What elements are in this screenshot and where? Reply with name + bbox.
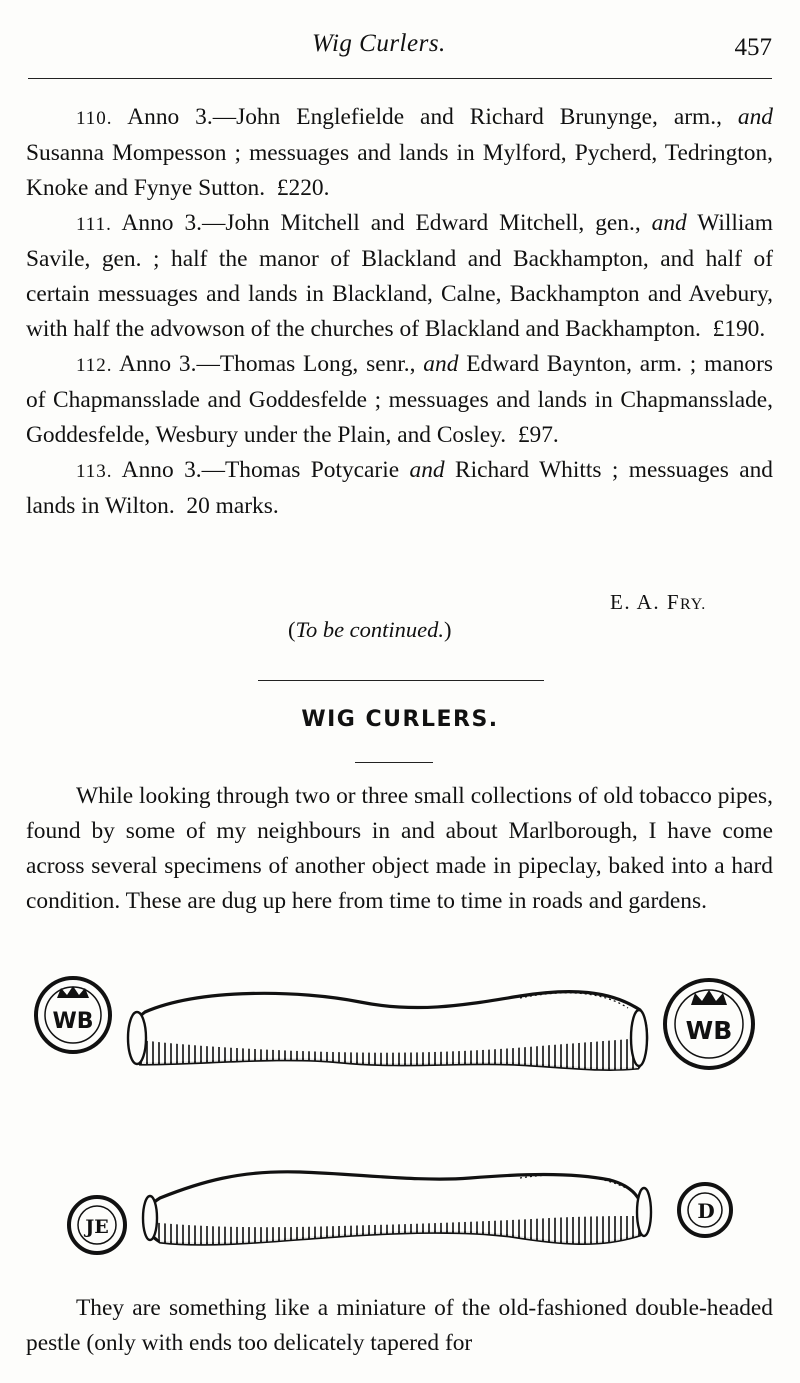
entry-parties: Thomas Potycarie [225, 457, 410, 483]
paren-open: ( [288, 617, 296, 642]
signature-smallcaps: RY. [680, 596, 707, 613]
entry-anno: Anno 3.— [121, 457, 225, 483]
entry-110 [26, 100, 773, 206]
stamp-text: WB [52, 1009, 94, 1034]
entry-parties: Thomas Long, senr., [219, 351, 424, 377]
entry-property: Edward Baynton, arm. ; manors of Chapmansslade and Goddesfelde ; messuages and lands in Chapmansslade, Goddesfelde, Wesbury under the Plain, and Cosley. [26, 351, 773, 448]
stamp-wb-crown-left [36, 978, 110, 1052]
article-heading: WIG CURLERS. [301, 707, 499, 732]
running-title: Wig Curlers. [312, 30, 446, 57]
paren-close: ) [444, 617, 452, 642]
section-separator [258, 680, 544, 681]
entry-conj: and [409, 457, 445, 483]
wig-curler-large [128, 992, 647, 1070]
entry-parties: John Mitchell and Edward Mitchell, gen., [225, 210, 652, 236]
entry-111 [26, 206, 773, 347]
entry-113 [26, 453, 773, 524]
entry-fee: 20 marks. [186, 493, 279, 519]
entry-number: 111. [76, 214, 112, 235]
entry-anno: Anno 3.— [121, 210, 226, 236]
entry-property: Richard Whitts ; messuages and lands in Wilton. [26, 457, 773, 519]
stamp-text: D [697, 1199, 715, 1223]
entry-fee: £220. [276, 175, 330, 201]
entry-number: 113. [76, 461, 113, 482]
entry-property: Susanna Mompesson ; messuages and lands in Mylford, Pycherd, Tedrington, Knoke and Fynye Sutton. [26, 140, 773, 201]
stamp-d [679, 1184, 731, 1236]
continued-text: To be continued. [295, 617, 445, 642]
heading-underline [355, 762, 433, 763]
header-rule [28, 78, 772, 79]
wig-curlers-illustration [0, 960, 800, 1280]
stamp-wb-crown-right [665, 980, 753, 1068]
entry-parties: John Englefielde and Richard Brunynge, arm., [236, 104, 738, 130]
article-body-continued [26, 1291, 773, 1361]
entry-fee: £190. [712, 316, 766, 342]
entry-number: 112. [76, 355, 113, 376]
entry-property: William Savile, gen. ; half the manor of Blackland and Backhampton, and half of certain messuages and lands in Blackland, Calne, Backhampton and Avebury, with half the advowson of the churches of Blackland and Backhampton. [26, 210, 773, 342]
stamp-text: JE [85, 1216, 109, 1238]
entry-112 [26, 347, 773, 453]
page-number: 457 [734, 34, 772, 61]
to-be-continued [288, 617, 452, 643]
stamp-je [69, 1197, 125, 1253]
stamp-text: WB [685, 1016, 733, 1045]
entry-number: 110. [76, 108, 113, 129]
entry-conj: and [737, 104, 773, 130]
entry-fee: £97. [517, 422, 559, 448]
entry-anno: Anno 3.— [127, 104, 237, 130]
author-signature [610, 590, 706, 615]
paragraph-1: While looking through two or three small collections of old tobacco pipes, found by some of my neighbours in and about Marlborough, I have come across several specimens of another object made in pipeclay, baked into a hard condition. These are dug up here from time to time in roads and gardens. [26, 783, 773, 914]
running-header [0, 28, 800, 68]
article-body-intro [26, 779, 773, 919]
wig-curler-small [143, 1172, 651, 1244]
signature-initials: E. A. F [610, 590, 681, 614]
entry-anno: Anno 3.— [119, 351, 220, 377]
entry-conj: and [423, 351, 459, 377]
entry-conj: and [651, 210, 687, 236]
paragraph-2: They are something like a miniature of the old-fashioned double-headed pestle (only with ends too delicately tapered for [26, 1295, 773, 1356]
fines-entries [26, 100, 773, 524]
